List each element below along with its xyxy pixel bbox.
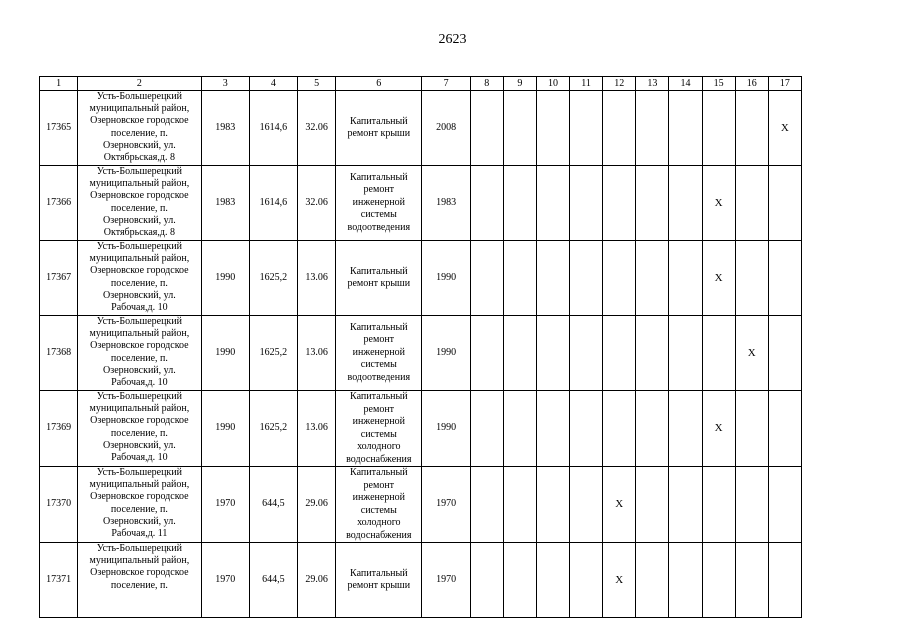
mark-cell	[768, 241, 801, 316]
mark-cell	[603, 391, 636, 467]
mark-cell	[503, 316, 536, 391]
mark-cell: X	[735, 316, 768, 391]
address-cell: Усть-Большерецкий муниципальный район, Озерновское городское поселение, п. Озерновский, ул. Октябрьская,д. 8	[78, 91, 201, 166]
mark-cell	[636, 467, 669, 543]
year-cell: 1970	[201, 467, 249, 543]
mark-cell	[669, 391, 702, 467]
header-cell: 13	[636, 77, 669, 91]
mark-cell	[503, 166, 536, 241]
code-cell: 29.06	[298, 543, 336, 618]
header-cell: 4	[249, 77, 297, 91]
header-cell: 15	[702, 77, 735, 91]
mark-cell	[536, 316, 569, 391]
mark-cell	[470, 241, 503, 316]
mark-cell	[702, 467, 735, 543]
mark-cell: X	[702, 166, 735, 241]
code-cell: 32.06	[298, 166, 336, 241]
mark-cell	[735, 166, 768, 241]
mark-cell	[702, 543, 735, 618]
address-cell: Усть-Большерецкий муниципальный район, Озерновское городское поселение, п. Озерновский, ул. Рабочая,д. 10	[78, 316, 201, 391]
table-row	[40, 467, 802, 543]
mark-cell	[470, 467, 503, 543]
mark-cell	[470, 543, 503, 618]
area-cell: 1625,2	[249, 391, 297, 467]
work-year-cell: 1990	[422, 316, 470, 391]
header-cell: 1	[40, 77, 78, 91]
row-id-cell: 17370	[40, 467, 78, 543]
mark-cell	[503, 543, 536, 618]
mark-cell	[702, 91, 735, 166]
year-cell: 1990	[201, 316, 249, 391]
header-cell: 14	[669, 77, 702, 91]
mark-cell: X	[702, 241, 735, 316]
code-cell: 13.06	[298, 241, 336, 316]
mark-cell	[735, 467, 768, 543]
header-cell: 16	[735, 77, 768, 91]
mark-cell	[768, 166, 801, 241]
row-id-cell: 17366	[40, 166, 78, 241]
mark-cell	[536, 543, 569, 618]
table-row	[40, 166, 802, 241]
mark-cell	[570, 166, 603, 241]
mark-cell	[669, 543, 702, 618]
mark-cell	[735, 543, 768, 618]
mark-cell	[603, 316, 636, 391]
mark-cell	[570, 391, 603, 467]
mark-cell	[768, 391, 801, 467]
mark-cell	[570, 543, 603, 618]
header-cell: 8	[470, 77, 503, 91]
mark-cell: X	[702, 391, 735, 467]
mark-cell	[503, 91, 536, 166]
mark-cell: X	[603, 543, 636, 618]
area-cell: 644,5	[249, 467, 297, 543]
mark-cell	[768, 467, 801, 543]
work-type-cell: Капитальный ремонт инженерной системы холодного водоснабжения	[336, 391, 422, 467]
code-cell: 13.06	[298, 391, 336, 467]
work-type-cell: Капитальный ремонт крыши	[336, 543, 422, 618]
mark-cell	[470, 316, 503, 391]
mark-cell	[536, 166, 569, 241]
mark-cell	[470, 91, 503, 166]
mark-cell	[636, 543, 669, 618]
repair-table	[39, 76, 802, 618]
address-cell: Усть-Большерецкий муниципальный район, Озерновское городское поселение, п. Озерновский, ул. Октябрьская,д. 8	[78, 166, 201, 241]
work-year-cell: 2008	[422, 91, 470, 166]
address-cell: Усть-Большерецкий муниципальный район, Озерновское городское поселение, п.	[78, 543, 201, 618]
header-cell: 6	[336, 77, 422, 91]
mark-cell	[570, 467, 603, 543]
work-type-cell: Капитальный ремонт инженерной системы холодного водоснабжения	[336, 467, 422, 543]
header-cell: 10	[536, 77, 569, 91]
mark-cell	[735, 391, 768, 467]
mark-cell	[503, 391, 536, 467]
mark-cell	[768, 543, 801, 618]
page-number: 2623	[438, 32, 467, 47]
row-id-cell: 17369	[40, 391, 78, 467]
area-cell: 1614,6	[249, 91, 297, 166]
mark-cell	[669, 316, 702, 391]
row-id-cell: 17371	[40, 543, 78, 618]
work-year-cell: 1970	[422, 467, 470, 543]
code-cell: 32.06	[298, 91, 336, 166]
row-id-cell: 17365	[40, 91, 78, 166]
address-cell: Усть-Большерецкий муниципальный район, Озерновское городское поселение, п. Озерновский, ул. Рабочая,д. 10	[78, 241, 201, 316]
mark-cell	[669, 467, 702, 543]
code-cell: 29.06	[298, 467, 336, 543]
header-cell: 3	[201, 77, 249, 91]
mark-cell	[536, 467, 569, 543]
address-cell: Усть-Большерецкий муниципальный район, Озерновское городское поселение, п. Озерновский, ул. Рабочая,д. 10	[78, 391, 201, 467]
header-cell: 2	[78, 77, 201, 91]
work-type-cell: Капитальный ремонт крыши	[336, 241, 422, 316]
mark-cell	[636, 241, 669, 316]
mark-cell	[768, 316, 801, 391]
year-cell: 1990	[201, 241, 249, 316]
year-cell: 1983	[201, 166, 249, 241]
mark-cell	[536, 391, 569, 467]
mark-cell	[636, 316, 669, 391]
mark-cell	[636, 91, 669, 166]
mark-cell	[603, 166, 636, 241]
header-row	[40, 77, 802, 91]
area-cell: 1614,6	[249, 166, 297, 241]
mark-cell	[570, 91, 603, 166]
year-cell: 1983	[201, 91, 249, 166]
row-id-cell: 17367	[40, 241, 78, 316]
mark-cell: X	[603, 467, 636, 543]
header-cell: 17	[768, 77, 801, 91]
area-cell: 1625,2	[249, 316, 297, 391]
work-type-cell: Капитальный ремонт инженерной системы водоотведения	[336, 166, 422, 241]
header-cell: 11	[570, 77, 603, 91]
mark-cell	[735, 91, 768, 166]
mark-cell	[702, 316, 735, 391]
mark-cell	[470, 166, 503, 241]
year-cell: 1970	[201, 543, 249, 618]
work-year-cell: 1990	[422, 391, 470, 467]
mark-cell	[669, 91, 702, 166]
mark-cell	[603, 241, 636, 316]
work-year-cell: 1983	[422, 166, 470, 241]
mark-cell	[503, 241, 536, 316]
mark-cell	[503, 467, 536, 543]
table-row	[40, 543, 802, 618]
mark-cell	[536, 241, 569, 316]
area-cell: 644,5	[249, 543, 297, 618]
area-cell: 1625,2	[249, 241, 297, 316]
header-cell: 12	[603, 77, 636, 91]
header-cell: 9	[503, 77, 536, 91]
mark-cell	[636, 166, 669, 241]
address-cell: Усть-Большерецкий муниципальный район, Озерновское городское поселение, п. Озерновский, ул. Рабочая,д. 11	[78, 467, 201, 543]
mark-cell	[636, 391, 669, 467]
work-year-cell: 1970	[422, 543, 470, 618]
header-cell: 5	[298, 77, 336, 91]
mark-cell	[603, 91, 636, 166]
mark-cell	[536, 91, 569, 166]
mark-cell	[735, 241, 768, 316]
mark-cell: X	[768, 91, 801, 166]
table-row	[40, 91, 802, 166]
table-row	[40, 241, 802, 316]
mark-cell	[570, 241, 603, 316]
table-row	[40, 391, 802, 467]
row-id-cell: 17368	[40, 316, 78, 391]
work-year-cell: 1990	[422, 241, 470, 316]
mark-cell	[470, 391, 503, 467]
header-cell: 7	[422, 77, 470, 91]
mark-cell	[669, 241, 702, 316]
table-row	[40, 316, 802, 391]
mark-cell	[669, 166, 702, 241]
work-type-cell: Капитальный ремонт крыши	[336, 91, 422, 166]
year-cell: 1990	[201, 391, 249, 467]
code-cell: 13.06	[298, 316, 336, 391]
mark-cell	[570, 316, 603, 391]
work-type-cell: Капитальный ремонт инженерной системы водоотведения	[336, 316, 422, 391]
